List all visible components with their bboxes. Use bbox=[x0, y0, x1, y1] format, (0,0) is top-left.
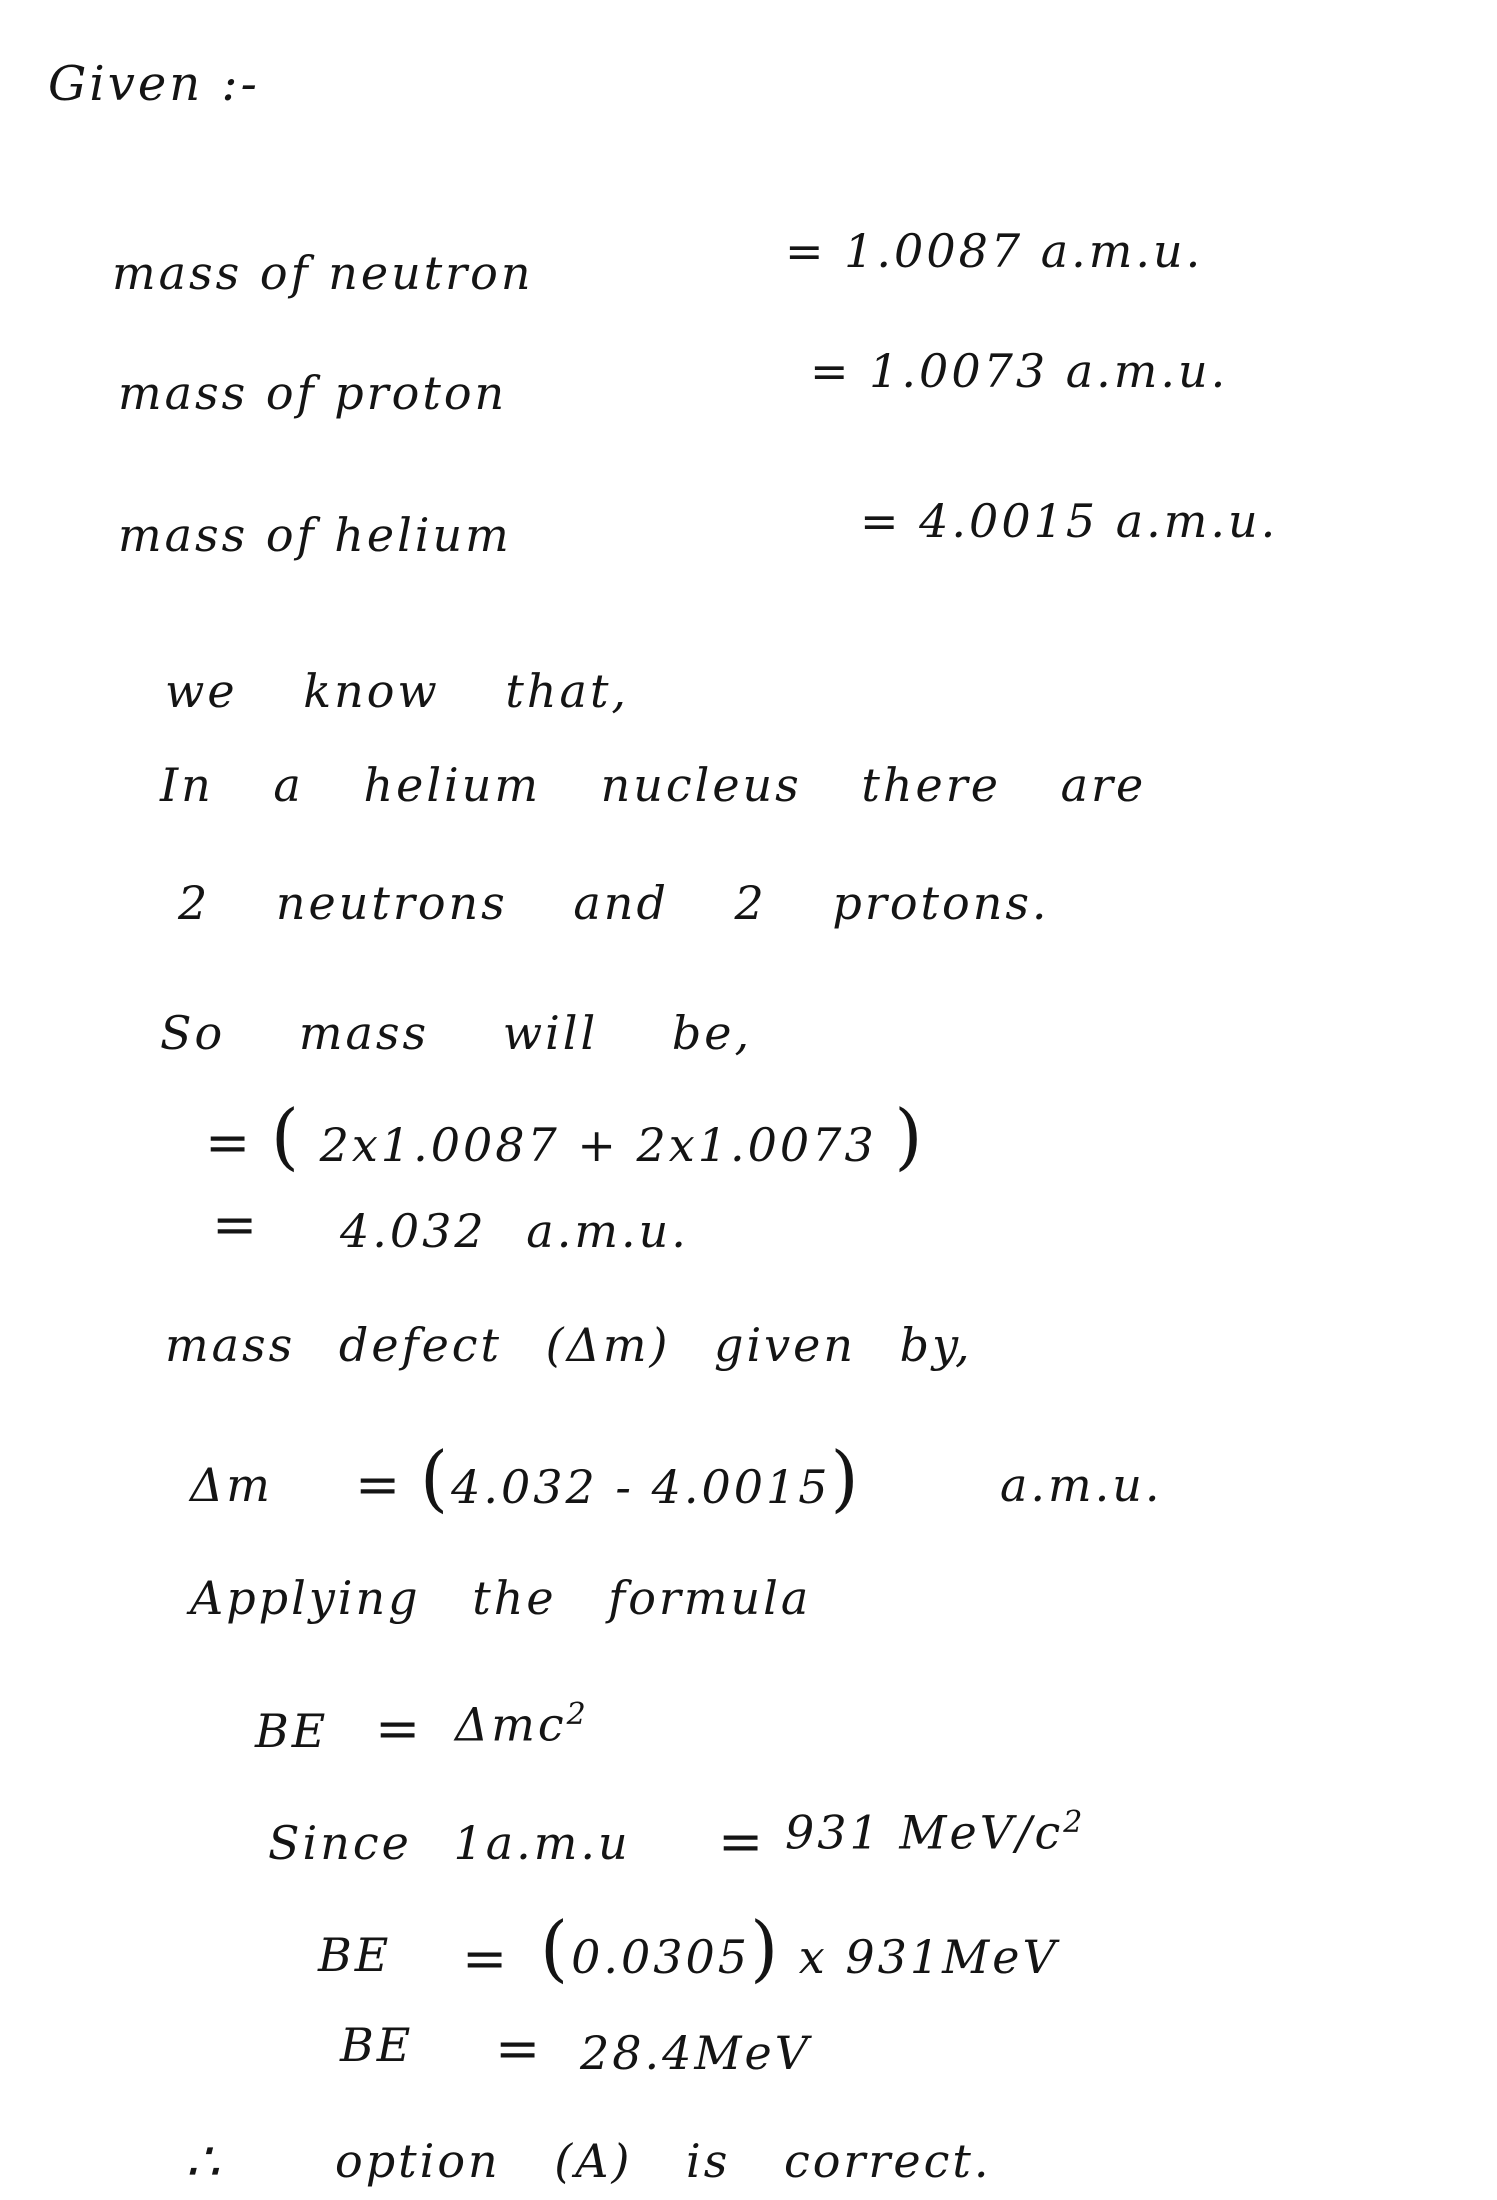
neutron-value: = 1.0087 a.m.u. bbox=[785, 224, 1204, 278]
be-label: BE bbox=[318, 1928, 392, 1982]
be-result-value: 28.4MeV bbox=[580, 2026, 811, 2080]
open-paren: ( bbox=[270, 1094, 302, 1178]
be-formula-exponent: 2 bbox=[566, 1697, 589, 1732]
close-paren: ) bbox=[894, 1094, 926, 1178]
mass-defect-unit: a.m.u. bbox=[1000, 1458, 1163, 1512]
conversion-base: 931 MeV/c bbox=[785, 1805, 1064, 1860]
be-label: BE bbox=[340, 2018, 414, 2072]
be-formula-base: Δmc bbox=[455, 1697, 567, 1752]
statement-applying-formula: Applying the formula bbox=[190, 1571, 812, 1625]
equals-sign: = bbox=[375, 1697, 424, 1760]
equals-sign: = bbox=[718, 1810, 767, 1873]
conversion-left: Since 1a.m.u bbox=[268, 1816, 631, 1870]
equals-sign: = bbox=[355, 1453, 404, 1516]
be-calculation-factor: x 931MeV bbox=[781, 1930, 1059, 1984]
therefore-symbol: ∴ bbox=[185, 2130, 223, 2193]
be-calculation-value: 0.0305 bbox=[571, 1930, 751, 1984]
equals-sign: = bbox=[205, 1111, 254, 1174]
proton-value: = 1.0073 a.m.u. bbox=[810, 344, 1229, 398]
neutron-label: mass of neutron bbox=[112, 246, 534, 300]
mass-defect-values: 4.032 - 4.0015 bbox=[451, 1460, 831, 1514]
equation-total-mass bbox=[205, 1094, 926, 1178]
proton-label: mass of proton bbox=[118, 366, 508, 420]
close-paren: ) bbox=[750, 1906, 782, 1990]
conclusion-text: option (A) is correct. bbox=[335, 2134, 992, 2188]
equals-sign: = bbox=[212, 1193, 261, 1256]
open-paren: ( bbox=[540, 1906, 572, 1990]
open-paren: ( bbox=[420, 1436, 452, 1520]
conversion-right bbox=[785, 1805, 1086, 1860]
heading-given: Given :- bbox=[48, 56, 260, 112]
be-label: BE bbox=[255, 1704, 329, 1758]
total-mass-expression: 2x1.0087 + 2x1.0073 bbox=[319, 1118, 877, 1172]
total-mass-value: 4.032 a.m.u. bbox=[340, 1204, 689, 1258]
be-formula bbox=[455, 1697, 589, 1752]
be-calculation bbox=[540, 1906, 1059, 1990]
statement-so-mass: So mass will be, bbox=[160, 1006, 753, 1060]
helium-value: = 4.0015 a.m.u. bbox=[860, 494, 1279, 548]
close-paren: ) bbox=[830, 1436, 862, 1520]
equals-sign: = bbox=[495, 2017, 544, 2080]
conversion-exponent: 2 bbox=[1063, 1805, 1086, 1840]
statement-mass-defect: mass defect (Δm) given by, bbox=[165, 1318, 973, 1372]
delta-m-label: Δm bbox=[190, 1458, 273, 1512]
mass-defect-expression bbox=[420, 1436, 862, 1520]
statement-composition: 2 neutrons and 2 protons. bbox=[178, 876, 1050, 930]
statement-we-know: we know that, bbox=[165, 664, 630, 718]
helium-label: mass of helium bbox=[118, 508, 512, 562]
statement-nucleus: In a helium nucleus there are bbox=[160, 758, 1147, 812]
equals-sign: = bbox=[462, 1927, 511, 1990]
